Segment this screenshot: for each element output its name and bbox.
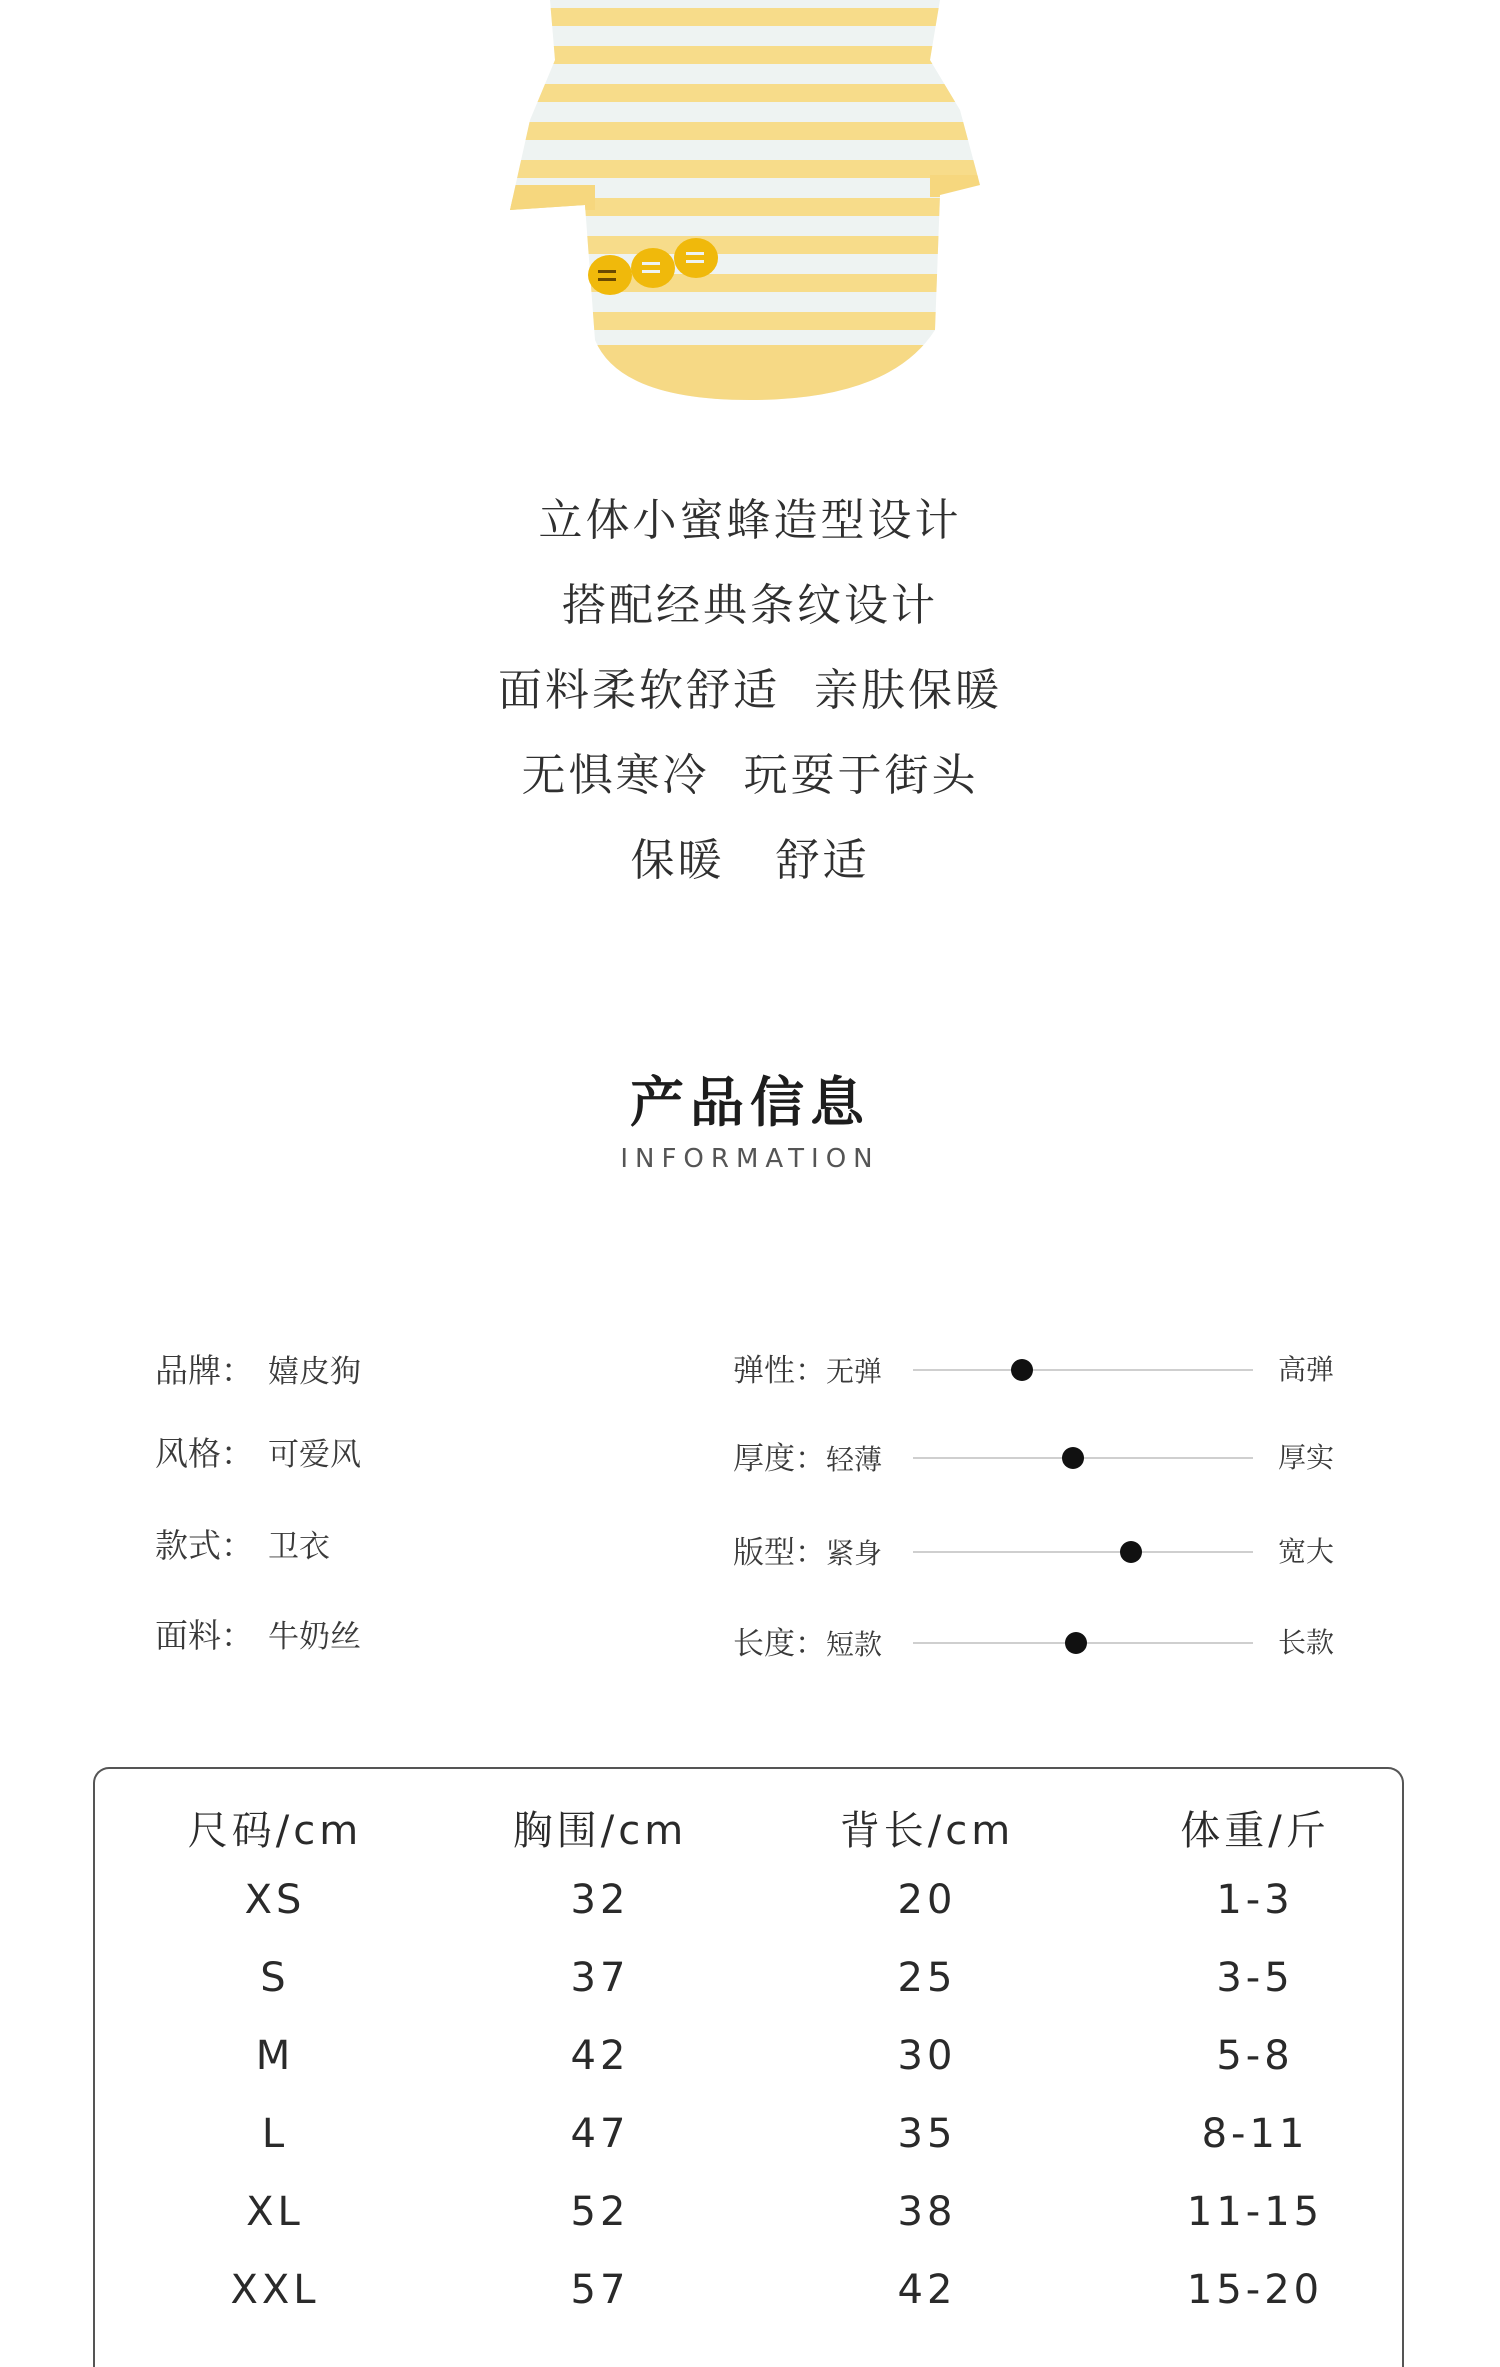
info-row-type [155,1520,330,1567]
tagline-line: 无惧寒冷 玩耍于街头 [521,750,979,801]
table-row [95,1955,1402,2015]
table-cell: 20 [897,1877,957,1923]
scale-track [913,1551,1253,1553]
section-title: 产品信息 [630,1071,870,1134]
table-cell: 35 [897,2111,957,2157]
header-cell: 体重/斤 [1180,1808,1330,1854]
table-cell: XS [244,1877,306,1923]
info-key: 面料： [155,1616,254,1655]
info-value: 嬉皮狗 [268,1354,361,1390]
tagline-line: 立体小蜜蜂造型设计 [538,495,962,546]
scale-high-label: 长款 [1278,1626,1335,1659]
table-cell: 42 [570,2033,630,2079]
header-cell: 胸围/cm [512,1808,688,1854]
table-cell: XXL [230,2267,320,2313]
table-row [95,2267,1402,2327]
section-subtitle: INFORMATION [620,1144,880,1174]
shirt-stripe [490,8,1010,26]
table-cell: 25 [897,1955,957,2001]
table-cell: 11-15 [1186,2189,1324,2235]
info-row-brand [155,1345,361,1392]
info-key: 款式： [155,1526,254,1565]
table-row [95,2189,1402,2249]
table-cell: 5-8 [1216,2033,1294,2079]
table-row [95,1877,1402,1937]
shirt-stripe [490,84,1010,102]
scale-low-label: 轻薄 [826,1443,883,1476]
scale-track [913,1369,1253,1371]
scale-label: 弹性：无弹 [733,1353,883,1389]
size-table [93,1767,1404,2367]
shirt-stripe [490,122,1010,140]
shirt-stripe [490,46,1010,64]
table-cell: 3-5 [1216,1955,1294,2001]
tagline [0,478,1500,903]
scale-marker [1120,1541,1142,1563]
scale-marker [1062,1447,1084,1469]
table-cell: 42 [897,2267,957,2313]
table-row [95,2111,1402,2171]
table-cell: 15-20 [1186,2267,1324,2313]
shirt-stripe [490,236,1010,254]
table-cell: 57 [570,2267,630,2313]
info-value: 牛奶丝 [268,1619,361,1655]
scale-low-label: 短款 [826,1628,883,1661]
scale-fit [733,1527,1333,1577]
table-cell: 8-11 [1201,2111,1309,2157]
scale-label: 长度：短款 [733,1626,883,1662]
product-image [490,0,1010,410]
scale-thickness [733,1433,1333,1483]
table-cell: L [261,2111,289,2157]
shirt-stripe [490,274,1010,292]
tagline-line: 面料柔软舒适 亲肤保暖 [498,665,1002,716]
tagline-line: 保暖 舒适 [630,835,870,886]
scale-high-label: 宽大 [1278,1535,1335,1568]
table-cell: 38 [897,2189,957,2235]
tagline-line: 搭配经典条纹设计 [562,580,938,631]
table-cell: 37 [570,1955,630,2001]
scale-length [733,1618,1333,1668]
scale-label: 版型：紧身 [733,1535,883,1571]
scale-label: 厚度：轻薄 [733,1441,883,1477]
info-key: 风格： [155,1434,254,1473]
info-value: 卫衣 [268,1529,330,1565]
info-row-style [155,1428,361,1475]
table-cell: 1-3 [1216,1877,1294,1923]
table-cell: 32 [570,1877,630,1923]
scale-high-label: 厚实 [1278,1441,1335,1474]
table-header [95,1799,1402,1859]
scale-elasticity [733,1345,1333,1395]
info-value: 可爱风 [268,1437,361,1473]
info-key: 品牌： [155,1351,254,1390]
scale-marker [1011,1359,1033,1381]
header-cell: 尺码/cm [187,1808,363,1854]
info-row-fabric [155,1610,361,1657]
scale-low-label: 无弹 [826,1355,883,1388]
table-cell: 52 [570,2189,630,2235]
scale-track [913,1642,1253,1644]
scale-low-label: 紧身 [826,1537,883,1570]
table-cell: S [260,1955,290,2001]
table-cell: 47 [570,2111,630,2157]
scale-high-label: 高弹 [1278,1353,1335,1386]
header-cell: 背长/cm [839,1808,1015,1854]
scale-track [913,1457,1253,1459]
table-cell: 30 [897,2033,957,2079]
shirt-stripe [490,312,1010,330]
table-row [95,2033,1402,2093]
table-cell: XL [246,2189,304,2235]
table-cell: M [255,2033,295,2079]
scale-marker [1065,1632,1087,1654]
